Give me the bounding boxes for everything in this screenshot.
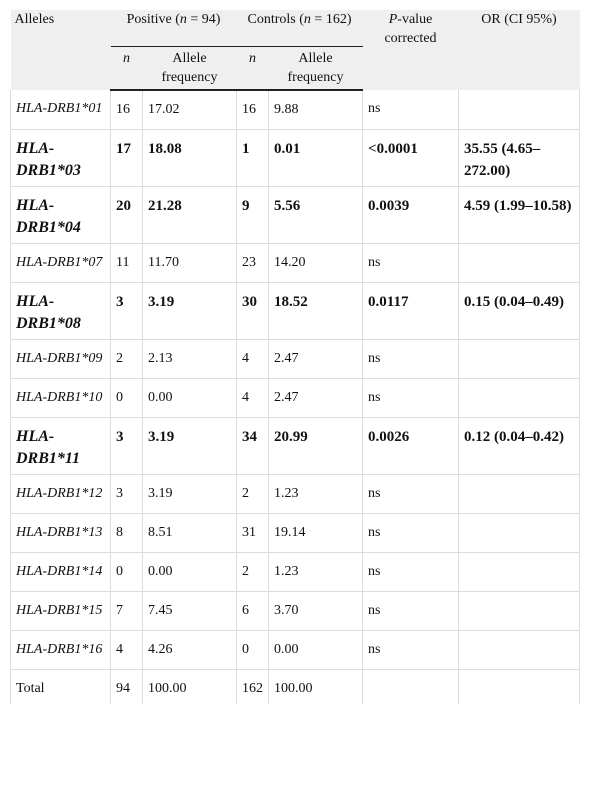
allele-cell: HLA-DRB1*16: [11, 630, 111, 669]
controls-frequency-cell: 1.23: [269, 474, 363, 513]
or-cell: [459, 243, 580, 282]
positive-n-cell: 3: [111, 282, 143, 339]
controls-frequency-cell: 19.14: [269, 513, 363, 552]
or-cell: [459, 90, 580, 129]
allele-cell: HLA-DRB1*11: [11, 417, 111, 474]
positive-n-cell: 2: [111, 339, 143, 378]
controls-frequency-cell: 0.00: [269, 630, 363, 669]
pvalue-cell: ns: [363, 552, 459, 591]
or-cell: [459, 474, 580, 513]
positive-frequency-cell: 11.70: [143, 243, 237, 282]
or-cell: 35.55 (4.65–272.00): [459, 129, 580, 186]
positive-n-cell: 7: [111, 591, 143, 630]
controls-frequency-cell: 3.70: [269, 591, 363, 630]
controls-n-cell: 9: [237, 186, 269, 243]
allele-cell: HLA-DRB1*13: [11, 513, 111, 552]
pvalue-cell: ns: [363, 378, 459, 417]
positive-n-cell: 0: [111, 552, 143, 591]
controls-n-cell: 30: [237, 282, 269, 339]
positive-n-cell: 3: [111, 474, 143, 513]
positive-frequency-cell: 7.45: [143, 591, 237, 630]
header-positive-group: Positive (n = 94): [111, 10, 237, 47]
positive-frequency-cell: 4.26: [143, 630, 237, 669]
header-positive-frequency: Allele frequency: [143, 47, 237, 91]
controls-n-cell: 34: [237, 417, 269, 474]
positive-n-cell: 16: [111, 90, 143, 129]
or-cell: [459, 591, 580, 630]
table-row: [11, 339, 580, 378]
allele-cell: HLA-DRB1*01: [11, 90, 111, 129]
positive-frequency-cell: 8.51: [143, 513, 237, 552]
header-controls-group: Controls (n = 162): [237, 10, 363, 47]
table-body: [11, 90, 580, 704]
table-row: [11, 282, 580, 339]
header-pvalue: P-value corrected: [363, 10, 459, 90]
positive-frequency-cell: 3.19: [143, 474, 237, 513]
positive-n-cell: 20: [111, 186, 143, 243]
pvalue-cell: <0.0001: [363, 129, 459, 186]
controls-frequency-cell: 2.47: [269, 378, 363, 417]
positive-frequency-cell: 0.00: [143, 552, 237, 591]
positive-frequency-cell: 18.08: [143, 129, 237, 186]
controls-n-cell: 1: [237, 129, 269, 186]
positive-n-cell: 4: [111, 630, 143, 669]
pvalue-cell: ns: [363, 339, 459, 378]
allele-cell: HLA-DRB1*14: [11, 552, 111, 591]
controls-n-cell: 0: [237, 630, 269, 669]
controls-frequency-cell: 9.88: [269, 90, 363, 129]
positive-n-cell: 0: [111, 378, 143, 417]
positive-frequency-cell: 21.28: [143, 186, 237, 243]
table-row: [11, 591, 580, 630]
total-controls-n: 162: [237, 669, 269, 704]
controls-n-cell: 2: [237, 552, 269, 591]
table-row: [11, 513, 580, 552]
allele-cell: HLA-DRB1*03: [11, 129, 111, 186]
controls-frequency-cell: 20.99: [269, 417, 363, 474]
header-positive-n: n: [111, 47, 143, 91]
controls-frequency-cell: 2.47: [269, 339, 363, 378]
pvalue-cell: ns: [363, 591, 459, 630]
pvalue-cell: ns: [363, 243, 459, 282]
controls-frequency-cell: 5.56: [269, 186, 363, 243]
pvalue-cell: ns: [363, 630, 459, 669]
table-row: [11, 630, 580, 669]
or-cell: 0.12 (0.04–0.42): [459, 417, 580, 474]
positive-n-cell: 8: [111, 513, 143, 552]
header-controls-frequency: Allele frequency: [269, 47, 363, 91]
header-or: OR (CI 95%): [459, 10, 580, 90]
allele-cell: HLA-DRB1*09: [11, 339, 111, 378]
table-row: [11, 243, 580, 282]
header-controls-n: n: [237, 47, 269, 91]
pvalue-cell: 0.0026: [363, 417, 459, 474]
positive-n-cell: 3: [111, 417, 143, 474]
or-cell: [459, 378, 580, 417]
table-row: [11, 552, 580, 591]
controls-n-cell: 4: [237, 378, 269, 417]
or-cell: [459, 513, 580, 552]
total-pvalue-empty: [363, 669, 459, 704]
controls-n-cell: 23: [237, 243, 269, 282]
table-row: [11, 474, 580, 513]
controls-n-cell: 2: [237, 474, 269, 513]
controls-n-cell: 16: [237, 90, 269, 129]
allele-cell: HLA-DRB1*10: [11, 378, 111, 417]
allele-cell: HLA-DRB1*12: [11, 474, 111, 513]
table-row: [11, 129, 580, 186]
or-cell: [459, 339, 580, 378]
controls-n-cell: 4: [237, 339, 269, 378]
allele-cell: HLA-DRB1*15: [11, 591, 111, 630]
positive-frequency-cell: 0.00: [143, 378, 237, 417]
total-or-empty: [459, 669, 580, 704]
table-row: [11, 186, 580, 243]
positive-frequency-cell: 3.19: [143, 282, 237, 339]
table-row: [11, 90, 580, 129]
allele-cell: HLA-DRB1*08: [11, 282, 111, 339]
positive-n-cell: 11: [111, 243, 143, 282]
total-positive-frequency: 100.00: [143, 669, 237, 704]
total-label: Total: [11, 669, 111, 704]
positive-n-cell: 17: [111, 129, 143, 186]
or-cell: [459, 630, 580, 669]
or-cell: [459, 552, 580, 591]
controls-frequency-cell: 1.23: [269, 552, 363, 591]
total-controls-frequency: 100.00: [269, 669, 363, 704]
total-positive-n: 94: [111, 669, 143, 704]
allele-cell: HLA-DRB1*07: [11, 243, 111, 282]
pvalue-cell: ns: [363, 474, 459, 513]
positive-frequency-cell: 17.02: [143, 90, 237, 129]
controls-n-cell: 6: [237, 591, 269, 630]
table-row: [11, 378, 580, 417]
table-row: [11, 417, 580, 474]
controls-n-cell: 31: [237, 513, 269, 552]
pvalue-cell: 0.0039: [363, 186, 459, 243]
header-alleles: Alleles: [11, 10, 111, 90]
controls-frequency-cell: 14.20: [269, 243, 363, 282]
controls-frequency-cell: 18.52: [269, 282, 363, 339]
pvalue-cell: ns: [363, 90, 459, 129]
allele-frequency-table: [10, 10, 580, 704]
positive-frequency-cell: 3.19: [143, 417, 237, 474]
or-cell: 4.59 (1.99–10.58): [459, 186, 580, 243]
positive-frequency-cell: 2.13: [143, 339, 237, 378]
allele-cell: HLA-DRB1*04: [11, 186, 111, 243]
pvalue-cell: ns: [363, 513, 459, 552]
pvalue-cell: 0.0117: [363, 282, 459, 339]
total-row: [11, 669, 580, 704]
or-cell: 0.15 (0.04–0.49): [459, 282, 580, 339]
controls-frequency-cell: 0.01: [269, 129, 363, 186]
